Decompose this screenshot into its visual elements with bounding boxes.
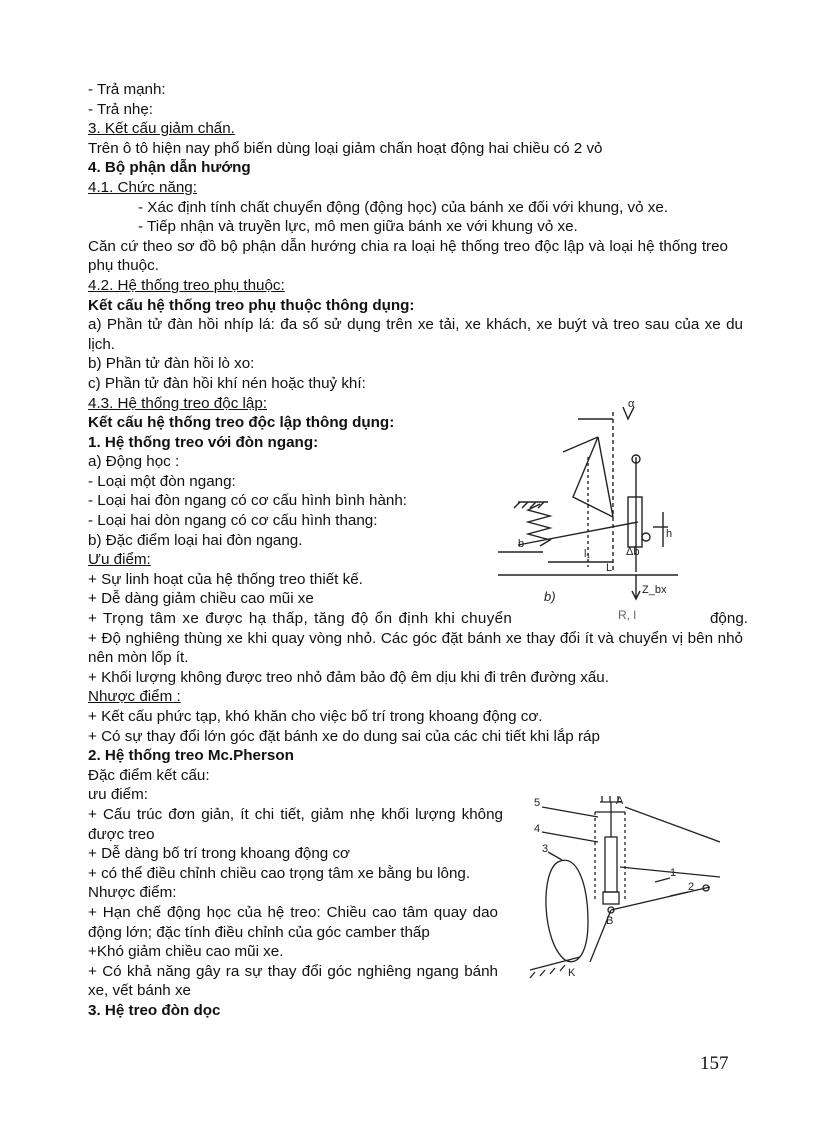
double-wishbone-diagram	[488, 397, 700, 625]
text-line: - Loại một đòn ngang:	[88, 472, 236, 490]
paragraph: + Cấu trúc đơn giản, ít chi tiết, giảm nhẹ khối lượng không được treo	[88, 805, 503, 843]
section-heading: 3. Kết cấu giảm chấn.	[88, 120, 235, 138]
text-part: động.	[709, 610, 748, 628]
text-line: + Dễ dàng bố trí trong khoang động cơ	[88, 845, 350, 863]
fig2-label: A	[616, 795, 624, 807]
section-heading: 4. Bộ phận dẫn hướng	[88, 159, 251, 177]
text-line: ưu điểm:	[88, 786, 148, 804]
paragraph: + Có khả năng gây ra sự thay đổi góc nghiêng ngang bánh xe, vết bánh xe	[88, 962, 498, 1000]
subsection-heading: 4.2. Hệ thống treo phụ thuộc:	[88, 276, 285, 294]
text-line: a) Động học :	[88, 453, 180, 471]
fig2-label: B	[606, 915, 614, 927]
subsection-heading: Nhược điểm :	[88, 688, 181, 706]
fig1-label: L	[606, 562, 613, 574]
text-line: - Tiếp nhận và truyền lực, mô men giữa bánh xe với khung vỏ xe.	[138, 218, 578, 236]
bold-heading: 3. Hệ treo đòn dọc	[88, 1001, 221, 1019]
subsection-heading: Ưu điểm:	[88, 551, 151, 569]
text-line: + Có sự thay đổi lớn góc đặt bánh xe do dung sai của các chi tiết khi lắp ráp	[88, 727, 600, 745]
text-line: + có thể điều chỉnh chiều cao trọng tâm xe bằng bu lông.	[88, 864, 471, 882]
subsection-heading: 4.1. Chức năng:	[88, 178, 197, 196]
fig2-label: 1	[670, 867, 677, 879]
fig1-label: Z_bx	[642, 584, 667, 596]
fig2-label: 3	[542, 843, 549, 855]
text-line: b) Đặc điểm loại hai đòn ngang.	[88, 531, 303, 549]
page-number: 157	[700, 1053, 729, 1074]
fig2-label: 5	[534, 797, 541, 809]
text-line: c) Phần tử đàn hồi khí nén hoặc thuỷ khí:	[88, 374, 366, 392]
text-line: - Xác định tính chất chuyển động (động học) của bánh xe đối với khung, vỏ xe.	[138, 198, 669, 216]
fig1-label: α	[628, 398, 635, 410]
bold-heading: 2. Hệ thống treo Mc.Pherson	[88, 747, 294, 765]
text-line: - Trả mạnh:	[88, 81, 166, 98]
paragraph: + Độ nghiêng thùng xe khi quay vòng nhỏ. Các góc đặt bánh xe thay đổi ít và chuyển vị bên nhỏ nên mòn lốp ít.	[88, 629, 743, 667]
bold-heading: Kết cấu hệ thống treo phụ thuộc thông dụng:	[88, 296, 415, 314]
fig1-label: Δb	[626, 546, 640, 558]
text-line: - Loại hai đòn ngang có cơ cấu hình bình hành:	[88, 492, 408, 510]
fig1-label: h	[666, 528, 673, 540]
fig1-caption: R, l	[618, 608, 636, 622]
paragraph: Căn cứ theo sơ đồ bộ phận dẫn hướng chia ra loại hệ thống treo độc lập và loại hệ thống treo phụ thuộc.	[88, 237, 728, 275]
fig1-label: l₁	[584, 548, 591, 560]
fig1-label: b	[518, 538, 525, 550]
text-line: + Dễ dàng giảm chiều cao mũi xe	[88, 590, 314, 608]
paragraph: a) Phần tử đàn hồi nhíp lá: đa số sử dụng trên xe tải, xe khách, xe buýt và treo sau của xe du lịch.	[88, 316, 743, 353]
bold-heading: 1. Hệ thống treo với đòn ngang:	[88, 433, 319, 451]
text-line: +Khó giảm chiều cao mũi xe.	[88, 943, 284, 961]
mcpherson-strut-diagram	[520, 792, 720, 987]
bold-heading: Kết cấu hệ thống treo độc lập thông dụng:	[88, 414, 395, 432]
fig2-label: K	[568, 967, 576, 979]
fig2-label: 2	[688, 881, 695, 893]
fig2-label: 4	[534, 823, 541, 835]
text-line: b) Phần tử đàn hồi lò xo:	[88, 355, 255, 373]
fig1-sublabel: b)	[544, 589, 556, 604]
text-line: - Trả nhẹ:	[88, 100, 153, 118]
text-line: Đặc điểm kết cấu:	[88, 766, 210, 784]
text-line: Nhược điểm:	[88, 884, 177, 902]
paragraph: + Hạn chế động học của hệ treo: Chiều cao tâm quay dao động lớn; đặc tính điều chỉnh của góc camber thấp	[88, 903, 498, 941]
subsection-heading: 4.3. Hệ thống treo độc lập:	[88, 394, 267, 412]
text-line: Trên ô tô hiện nay phổ biến dùng loại giảm chấn hoạt động hai chiều có 2 vỏ	[88, 139, 603, 157]
text-line: - Loại hai dòn ngang có cơ cấu hình thang:	[88, 512, 378, 530]
text-part: + Trọng tâm xe được hạ thấp, tăng độ ổn định khi chuyển	[88, 610, 513, 628]
text-line: + Sự linh hoạt của hệ thống treo thiết kế.	[88, 570, 363, 588]
text-line: + Khối lượng không được treo nhỏ đảm bảo độ êm dịu khi đi trên đường xấu.	[88, 668, 609, 686]
text-line: + Kết cấu phức tạp, khó khăn cho việc bố trí trong khoang động cơ.	[88, 708, 543, 725]
